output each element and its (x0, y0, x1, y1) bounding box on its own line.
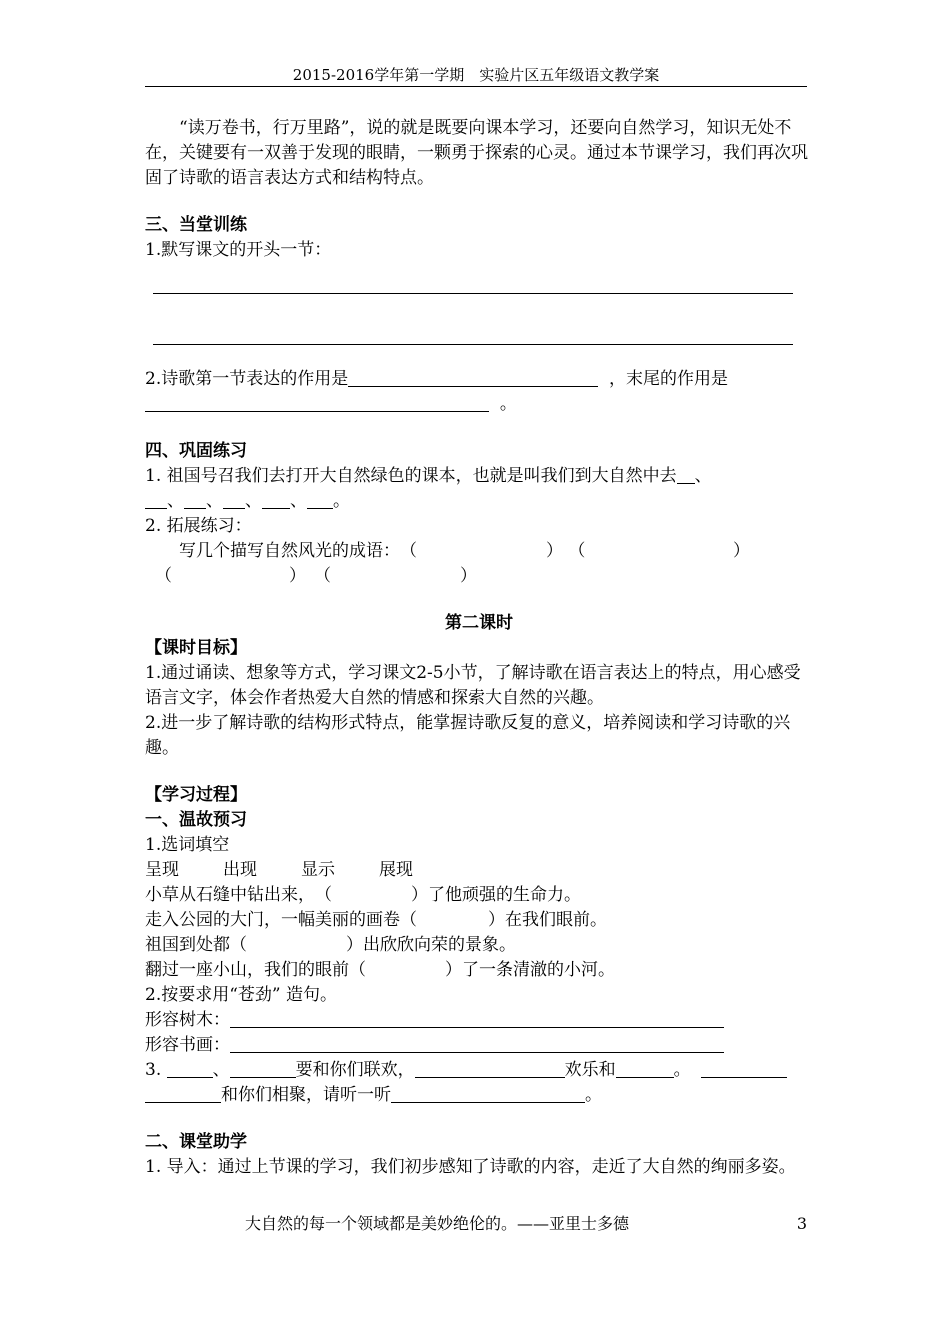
blank-q3-3[interactable] (415, 1059, 565, 1078)
paren-open: （ (155, 566, 172, 586)
page-number: 3 (796, 1214, 807, 1233)
word-slot-3[interactable] (230, 933, 346, 958)
word-choice: 呈现 (145, 860, 179, 880)
sentence-text: 了他顽强的生命力。 (428, 885, 581, 905)
end: 。 (333, 491, 350, 511)
paren-open: （ (315, 885, 332, 905)
sep: 、 (206, 491, 223, 511)
part1-q1: 1.选词填空 (145, 835, 230, 855)
blank-q3-7[interactable] (391, 1084, 585, 1103)
word-slot-1[interactable] (315, 883, 411, 908)
intro-paragraph: “读万卷书，行万里路”，说的就是既要向课本学习，还要向自然学习，知识无处不在，关键要有一双善于发现的眼睛，一颗勇于探索的心灵。通过本节课学习，我们再次巩固了诗歌的语言表达方式和结构特点。 (145, 118, 808, 188)
fill-sentence-4 (145, 958, 813, 983)
sentence-text: 小草从石缝中钻出来， (145, 885, 315, 905)
paren-open: （ (568, 541, 586, 561)
word-slot-4[interactable] (349, 958, 445, 983)
paren-close: ） (546, 541, 563, 561)
sep: 、 (290, 491, 307, 511)
section4-q1-line2 (145, 489, 813, 514)
blank-q3-1[interactable] (167, 1059, 213, 1078)
paren-open: （ (400, 541, 417, 561)
idiom-slot-3[interactable] (145, 564, 289, 589)
blank-ending[interactable] (145, 393, 489, 412)
q2-tree (145, 1008, 813, 1033)
blank-tree-sentence[interactable] (230, 1009, 724, 1028)
paren-open: （ (314, 566, 331, 586)
paren-close: ） (488, 910, 505, 930)
fill-sentence-1 (145, 883, 813, 908)
part1-q2: 2.按要求用“苍劲” 造句。 (145, 985, 338, 1005)
q2-tree-label: 形容树木： (145, 1010, 230, 1030)
blank-q3-5[interactable] (701, 1059, 787, 1078)
word-choice: 显示 (301, 860, 335, 880)
q3-text: 和你们相聚，请听一听 (221, 1085, 391, 1105)
paren-close: ） (445, 960, 462, 980)
section4-q2-prompt (145, 539, 813, 564)
fill-sentence-3 (145, 933, 813, 958)
sentence-text: 了一条清澈的小河。 (462, 960, 615, 980)
section4-q1-text: 1. 祖国号召我们去打开大自然绿色的课本，也就是叫我们到大自然中去 (145, 466, 677, 486)
header-rule (145, 86, 807, 87)
paren-open: （ (230, 935, 247, 955)
blank-1[interactable] (677, 465, 695, 484)
paren-close: ） (411, 885, 428, 905)
page-header: 2015-2016学年第一学期 实验片区五年级语文教学案 (292, 66, 660, 84)
word-choice: 展现 (379, 860, 413, 880)
part1-heading: 一、温故预习 (145, 810, 247, 830)
section4-q1 (145, 464, 813, 489)
page-content (145, 116, 813, 1180)
answer-line-1[interactable] (153, 263, 793, 294)
goal-2: 2.进一步了解诗歌的结构形式特点，能掌握诗歌反复的意义，培养阅读和学习诗歌的兴趣。 (145, 713, 791, 758)
section3-q2-end: 。 (499, 394, 517, 414)
blank-5[interactable] (262, 490, 290, 509)
blank-2[interactable] (145, 490, 167, 509)
idiom-slot-4[interactable] (306, 564, 460, 589)
idiom-slot-1[interactable] (400, 539, 546, 564)
fill-sentence-2 (145, 908, 813, 933)
answer-line-2[interactable] (153, 314, 793, 345)
blank-3[interactable] (184, 490, 206, 509)
q3-text: 。 (673, 1060, 691, 1080)
paren-open: （ (400, 910, 417, 930)
blank-q3-6[interactable] (145, 1084, 221, 1103)
sep: 、 (212, 1060, 230, 1080)
paren-close: ） (733, 541, 750, 561)
paren-close: ） (346, 935, 363, 955)
sep: 、 (245, 491, 262, 511)
sep: 、 (167, 491, 184, 511)
paren-close: ） (460, 566, 477, 586)
blank-first-stanza[interactable] (348, 368, 598, 387)
idiom-slot-2[interactable] (563, 539, 733, 564)
sentence-text: 在我们眼前。 (505, 910, 607, 930)
q3-text: 要和你们联欢， (295, 1060, 415, 1080)
lesson2-title: 第二课时 (445, 613, 513, 633)
section3-q2-line2 (145, 392, 813, 417)
part1-q3 (145, 1058, 813, 1083)
sentence-text: 祖国到处都 (145, 935, 230, 955)
section3-q2 (145, 367, 813, 392)
part2-heading: 二、课堂助学 (145, 1132, 247, 1152)
sentence-text: 出欣欣向荣的景象。 (363, 935, 516, 955)
part2-text: 1. 导入：通过上节课的学习，我们初步感知了诗歌的内容，走近了大自然的绚丽多姿。 (145, 1157, 796, 1177)
section4-q2-line2 (145, 564, 813, 589)
process-heading: 【学习过程】 (145, 785, 247, 805)
section3-q1: 1.默写课文的开头一节： (145, 240, 332, 260)
section3-q2-part1: 2.诗歌第一节表达的作用是 (145, 369, 349, 389)
q3-text: 。 (585, 1085, 602, 1105)
paren-close: ） (289, 566, 306, 586)
goal-heading: 【课时目标】 (145, 638, 247, 658)
section4-heading: 四、巩固练习 (145, 441, 247, 461)
blank-art-sentence[interactable] (230, 1034, 724, 1053)
sep: 、 (694, 466, 712, 486)
blank-6[interactable] (307, 490, 333, 509)
sentence-text: 走入公园的大门，一幅美丽的画卷 (145, 910, 400, 930)
blank-q3-2[interactable] (230, 1059, 296, 1078)
blank-q3-4[interactable] (616, 1059, 674, 1078)
part1-q3-line2 (145, 1083, 813, 1108)
goal-1: 1.通过诵读、想象等方式，学习课文2-5小节，了解诗歌在语言表达上的特点，用心感受语言文字，体会作者热爱大自然的情感和探索大自然的兴趣。 (145, 663, 801, 708)
idiom-prompt: 写几个描写自然风光的成语： (179, 541, 400, 561)
word-slot-2[interactable] (400, 908, 488, 933)
q3-text: 欢乐和 (564, 1060, 616, 1080)
q2-art-label: 形容书画： (145, 1035, 230, 1055)
paren-open: （ (349, 960, 366, 980)
word-choice: 出现 (223, 860, 257, 880)
word-choices (145, 858, 813, 883)
section3-heading: 三、当堂训练 (145, 215, 247, 235)
q3-number: 3. (145, 1060, 162, 1080)
footer-quote: 大自然的每一个领域都是美妙绝伦的。——亚里士多德 (245, 1214, 630, 1233)
sentence-text: 翻过一座小山，我们的眼前 (145, 960, 349, 980)
blank-4[interactable] (223, 490, 245, 509)
section4-q2-label: 2. 拓展练习： (145, 516, 252, 536)
section3-q2-part2: ，末尾的作用是 (609, 369, 729, 389)
q2-art (145, 1033, 813, 1058)
